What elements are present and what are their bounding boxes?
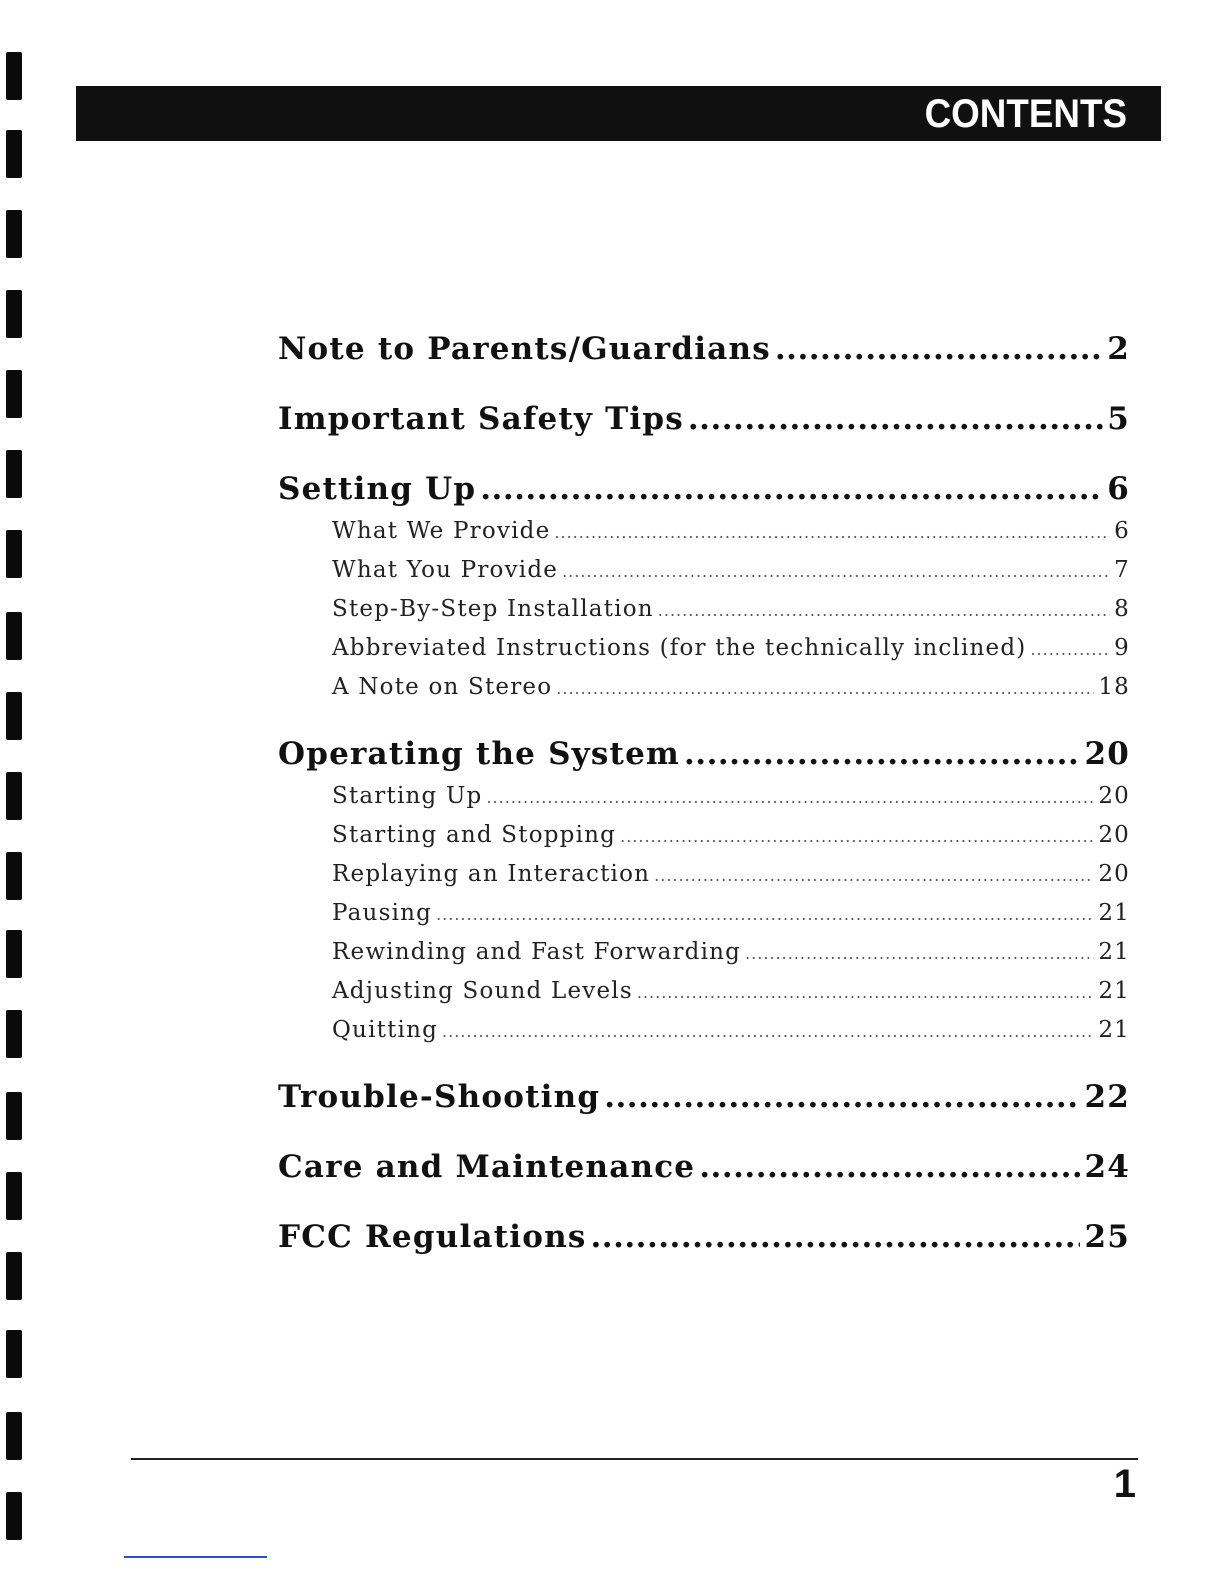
toc-subentry-page: 21	[1098, 1017, 1130, 1043]
toc-entry-page: 24	[1084, 1149, 1130, 1185]
binding-hole	[6, 52, 22, 100]
toc-subentry-title: Pausing	[332, 900, 433, 926]
toc-entry-page: 6	[1107, 471, 1130, 507]
toc-subentry	[278, 551, 1130, 590]
dot-leader	[556, 669, 1094, 708]
dot-leader	[1030, 630, 1110, 669]
toc-subentry-title: Step-By-Step Installation	[332, 596, 654, 622]
toc-entry-title: Operating the System	[278, 736, 680, 772]
toc-subentries	[278, 777, 1130, 1050]
toc-subentry-title: Abbreviated Instructions (for the technically inclined)	[332, 635, 1027, 661]
binding-hole	[6, 1252, 22, 1300]
toc-subentry	[278, 894, 1130, 933]
toc-subentry-title: Replaying an Interaction	[332, 861, 651, 887]
toc-entry-title: FCC Regulations	[278, 1219, 587, 1255]
footer-divider	[131, 1458, 1138, 1460]
toc-subentry	[278, 816, 1130, 855]
toc-entry-page: 20	[1084, 736, 1130, 772]
toc-subentry	[278, 629, 1130, 668]
binding-hole	[6, 692, 22, 740]
toc-entry-title: Setting Up	[278, 471, 477, 507]
binding-hole	[6, 450, 22, 498]
toc-entry-title: Trouble-Shooting	[278, 1079, 601, 1115]
binding-hole	[6, 130, 22, 178]
toc-subentry-page: 21	[1098, 939, 1130, 965]
dot-leader	[486, 778, 1094, 817]
toc-subentry-title: Rewinding and Fast Forwarding	[332, 939, 742, 965]
dot-leader	[658, 591, 1110, 630]
toc-subentry-title: Starting Up	[332, 783, 483, 809]
dot-leader	[745, 934, 1094, 973]
toc-entry-page: 5	[1107, 401, 1130, 437]
binding-hole	[6, 1492, 22, 1540]
toc-subentry-title: What We Provide	[332, 518, 551, 544]
dot-leader	[620, 817, 1094, 856]
toc-subentry-page: 7	[1114, 557, 1130, 583]
binding-hole	[6, 210, 22, 258]
binding-hole	[6, 1010, 22, 1058]
toc-entry-title: Care and Maintenance	[278, 1149, 696, 1185]
toc-subentry-page: 18	[1098, 674, 1130, 700]
page-title: CONTENTS	[924, 92, 1127, 136]
toc-entry	[278, 1074, 1130, 1120]
dot-leader	[654, 856, 1094, 895]
toc-subentry	[278, 933, 1130, 972]
dot-leader	[684, 731, 1080, 777]
toc-entry	[278, 1144, 1130, 1190]
binding-hole	[6, 530, 22, 578]
toc-subentry-title: Quitting	[332, 1017, 439, 1043]
toc-entry	[278, 326, 1130, 372]
toc-subentry-title: What You Provide	[332, 557, 559, 583]
scan-mark	[124, 1556, 267, 1558]
toc-entry	[278, 466, 1130, 512]
toc-subentry-page: 20	[1098, 822, 1130, 848]
toc-entry-title: Important Safety Tips	[278, 401, 684, 437]
toc-subentry-page: 21	[1098, 978, 1130, 1004]
toc-entry	[278, 731, 1130, 777]
toc-subentry	[278, 777, 1130, 816]
toc-subentry	[278, 972, 1130, 1011]
toc-subentry-page: 6	[1114, 518, 1130, 544]
dot-leader	[590, 1214, 1080, 1260]
dot-leader	[554, 513, 1110, 552]
dot-leader	[562, 552, 1110, 591]
dot-leader	[480, 466, 1103, 512]
toc-entry-title: Note to Parents/Guardians	[278, 331, 771, 367]
binding-holes	[0, 0, 40, 1584]
toc-subentry-title: A Note on Stereo	[332, 674, 553, 700]
binding-hole	[6, 930, 22, 978]
dot-leader	[699, 1144, 1080, 1190]
toc-entry-page: 2	[1107, 331, 1130, 367]
toc-subentry	[278, 855, 1130, 894]
page-number: 1	[1113, 1462, 1136, 1506]
table-of-contents	[278, 326, 1130, 1260]
dot-leader	[436, 895, 1094, 934]
dot-leader	[775, 326, 1103, 372]
binding-hole	[6, 370, 22, 418]
toc-subentry-page: 20	[1098, 861, 1130, 887]
toc-subentry	[278, 512, 1130, 551]
dot-leader	[688, 396, 1103, 442]
header-bar	[76, 86, 1161, 141]
binding-hole	[6, 612, 22, 660]
toc-subentry-page: 21	[1098, 900, 1130, 926]
toc-entry-page: 22	[1084, 1079, 1130, 1115]
toc-subentry-page: 8	[1114, 596, 1130, 622]
binding-hole	[6, 1172, 22, 1220]
toc-entry-page: 25	[1084, 1219, 1130, 1255]
toc-subentry-title: Adjusting Sound Levels	[332, 978, 633, 1004]
toc-subentry-page: 20	[1098, 783, 1130, 809]
binding-hole	[6, 1412, 22, 1460]
binding-hole	[6, 1092, 22, 1140]
toc-subentry	[278, 668, 1130, 707]
toc-entry	[278, 396, 1130, 442]
toc-subentry-title: Starting and Stopping	[332, 822, 617, 848]
binding-hole	[6, 852, 22, 900]
binding-hole	[6, 290, 22, 338]
toc-subentry-page: 9	[1114, 635, 1130, 661]
toc-subentries	[278, 512, 1130, 707]
dot-leader	[442, 1012, 1094, 1051]
toc-entry	[278, 1214, 1130, 1260]
dot-leader	[604, 1074, 1080, 1120]
toc-subentry	[278, 1011, 1130, 1050]
binding-hole	[6, 1330, 22, 1378]
dot-leader	[637, 973, 1094, 1012]
binding-hole	[6, 772, 22, 820]
toc-subentry	[278, 590, 1130, 629]
